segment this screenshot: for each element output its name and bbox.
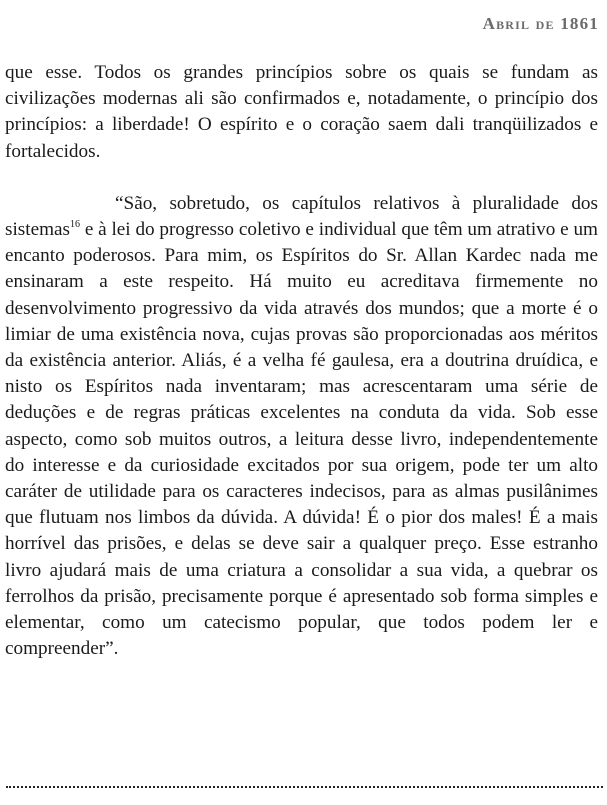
footnote-reference[interactable]: 16 [70,219,81,231]
footnote-separator [6,786,603,788]
paragraph-gap [5,165,598,191]
running-header: Abril de 1861 [482,14,599,33]
page-body [5,60,598,662]
paragraph-continuation: que esse. Todos os grandes princípios sobre os quais se fundam as civilizações modernas ali são confirmados e, notadamente, o princípio dos princípios: a liberdade! O espírito e o coração saem dali tranqüilizados e fortalecidos. [5,62,598,162]
quote-text-rest: e à lei do progresso coletivo e individual que têm um atrativo e um encanto poderosos. Para mim, os Espíritos do Sr. Allan Kardec nada me ensinaram a este respeito. Há muito eu acreditava firmemente no desenvolvimento progressivo da vida através dos mundos; que a morte é o limiar de uma existência nova, cujas provas são proporcionadas aos méritos da existência anterior. Aliás, é a velha fé gaulesa, era a doutrina druídica, e nisto os Espíritos nada inventaram; mas acrescentaram uma série de deduções e de regras práticas excelentes na conduta da vida. Sob esse aspecto, como sob muitos outros, a leitura desse livro, independentemente do interesse e da curiosidade excitados por sua origem, pode ter um alto caráter de utilidade para os caracteres indecisos, para as almas pusilânimes que flutuam nos limbos da dúvida. A dúvida! É o pior dos males! É a mais horrível das prisões, e delas se deve sair a qualquer preço. Esse estranho livro ajudará mais de uma criatura a consolidar a sua vida, a quebrar os ferrolhos da prisão, precisamente porque é apresentado sob forma simples e elementar, como um catecismo popular, que todos podem ler e compreender”. [5,219,598,660]
quote-text-start: “São, sobretudo, os capítulos relativos à pluralidade dos sistemas [5,192,598,241]
quoted-paragraph [5,191,598,663]
